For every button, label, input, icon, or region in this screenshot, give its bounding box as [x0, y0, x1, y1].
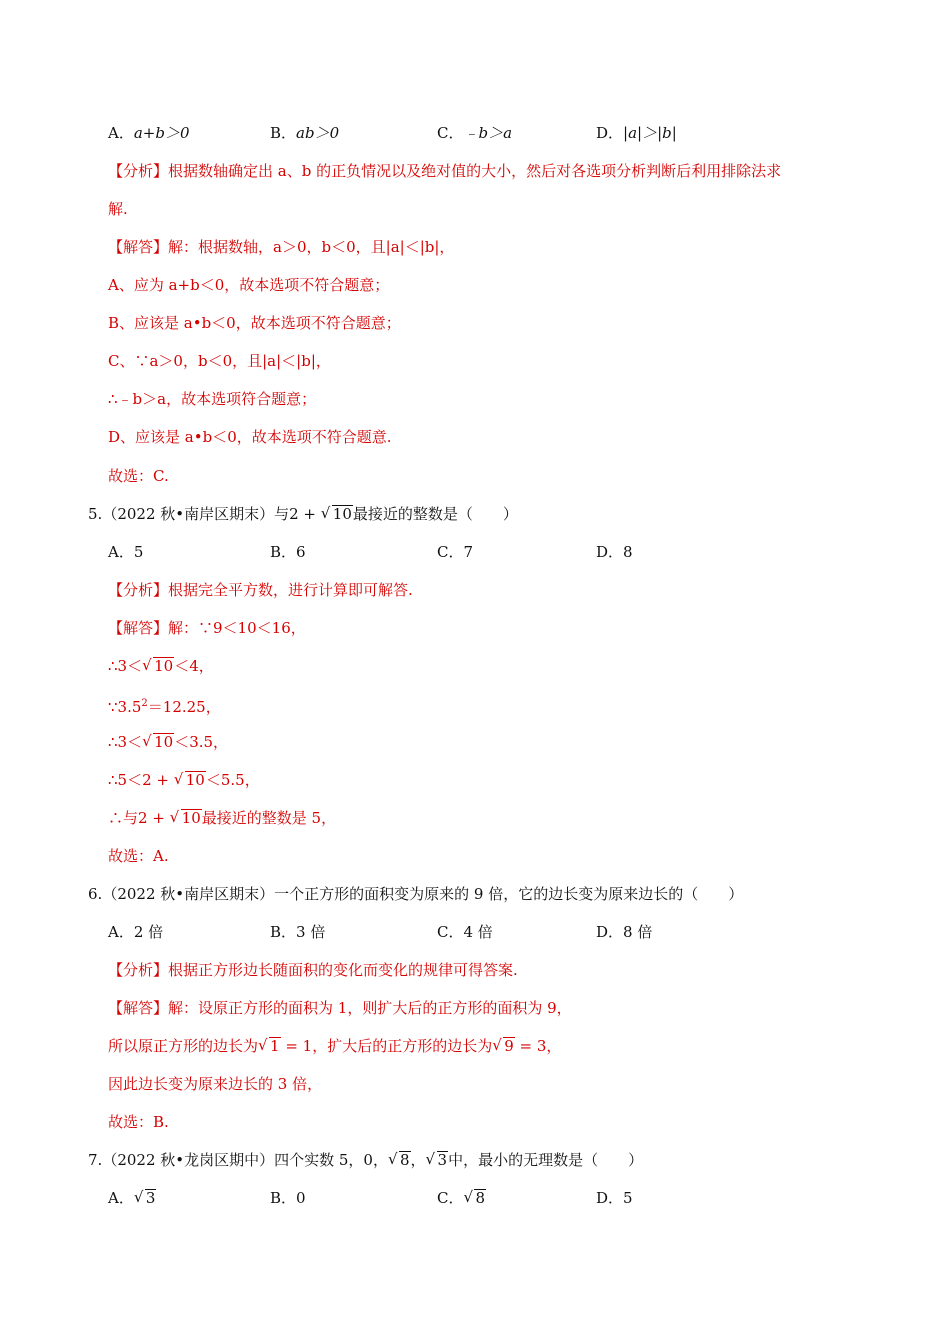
q4-answer: 【解答】解：根据数轴，a＞0，b＜0，且|a|＜|b|，	[108, 238, 455, 256]
question-number: 7.	[88, 1151, 103, 1169]
sqrt-expression: √ 10	[142, 732, 174, 752]
q6-option-d: D．8 倍	[596, 923, 653, 941]
q5-option-c: C．7	[437, 543, 474, 561]
q4-answer-line-a: A、应为 a+b＜0，故本选项不符合题意；	[108, 276, 390, 294]
question-source: （2022 秋•龙岗区期中）	[102, 1151, 275, 1169]
sqrt-expression: √ 10	[142, 656, 174, 676]
answer-tag: 【解答】	[108, 999, 169, 1017]
sqrt-expression: √ 10	[321, 504, 353, 524]
answer-tag: 【解答】	[108, 238, 169, 256]
q4-analysis: 【分析】根据数轴确定出 a、b 的正负情况以及绝对值的大小，然后对各选项分析判断后利用排除法求	[108, 162, 782, 180]
q4-choose: 故选：C.	[108, 467, 169, 485]
q7-option-b: B．0	[270, 1189, 306, 1207]
q4-option-d: D．|a|＞|b|	[596, 124, 677, 142]
question-source: （2022 秋•南岸区期末）	[102, 885, 275, 903]
sqrt-expression: √ 8	[388, 1150, 411, 1170]
sqrt-expression: √ 10	[174, 770, 206, 790]
question-source: （2022 秋•南岸区期末）	[102, 505, 275, 523]
q6-option-b: B．3 倍	[270, 923, 326, 941]
q5-option-b: B．6	[270, 543, 306, 561]
sqrt-expression: √ 8	[463, 1188, 486, 1208]
sqrt-expression: √ 3	[134, 1188, 157, 1208]
q4-option-a: A．a+b＞0	[108, 124, 190, 142]
q4-answer-line-d: D、应该是 a•b＜0，故本选项不符合题意.	[108, 428, 392, 446]
q4-option-b: B．ab＞0	[270, 124, 340, 142]
analysis-tag: 【分析】	[108, 162, 169, 180]
analysis-tag: 【分析】	[108, 961, 169, 979]
q5-stem: 5.（2022 秋•南岸区期末）与2 + √ 10最接近的整数是（ ）	[88, 504, 518, 524]
q6-option-c: C．4 倍	[437, 923, 493, 941]
q5-option-d: D．8	[596, 543, 633, 561]
question-number: 5.	[88, 505, 103, 523]
q5-answer-line-2: ∴3＜√ 10＜4，	[108, 656, 214, 676]
question-number: 6.	[88, 885, 103, 903]
q4-analysis-cont: 解.	[108, 200, 128, 218]
q5-answer-line-6: ∴与2 + √ 10最接近的整数是 5，	[108, 808, 336, 828]
q7-option-d: D．5	[596, 1189, 633, 1207]
sqrt-expression: √ 1	[258, 1036, 281, 1056]
q5-answer-line-5: ∴5＜2 + √ 10＜5.5，	[108, 770, 260, 790]
q5-option-a: A．5	[108, 543, 144, 561]
sqrt-expression: √ 10	[170, 808, 202, 828]
q5-choose: 故选：A.	[108, 847, 169, 865]
q6-analysis: 【分析】根据正方形边长随面积的变化而变化的规律可得答案.	[108, 961, 518, 979]
q4-answer-line-c: C、∵a＞0，b＜0，且|a|＜|b|，	[108, 352, 331, 370]
q5-answer-line-3: $\because 3.5^2=12.25$，	[108, 698, 221, 716]
q5-answer-line-4: ∴3＜√ 10＜3.5，	[108, 732, 228, 752]
q7-option-a: A．√ 3	[108, 1188, 156, 1208]
q6-answer-line-3: 因此边长变为原来边长的 3 倍，	[108, 1075, 323, 1093]
q6-choose: 故选：B.	[108, 1113, 169, 1131]
q5-answer: 【解答】解：∵9＜10＜16，	[108, 619, 306, 637]
q7-option-c: C．√ 8	[437, 1188, 486, 1208]
q6-option-a: A．2 倍	[108, 923, 164, 941]
q5-analysis: 【分析】根据完全平方数，进行计算即可解答.	[108, 581, 413, 599]
q4-option-c: C．﹣b＞a	[437, 124, 513, 142]
q4-answer-line-therefore: ∴﹣b＞a，故本选项符合题意；	[108, 390, 317, 408]
q6-answer-line-2: 所以原正方形的边长为√ 1 = 1，扩大后的正方形的边长为√ 9 = 3，	[108, 1036, 561, 1056]
sqrt-expression: √ 9	[492, 1036, 515, 1056]
q6-answer: 【解答】解：设原正方形的面积为 1，则扩大后的正方形的面积为 9，	[108, 999, 572, 1017]
answer-tag: 【解答】	[108, 619, 169, 637]
sqrt-expression: √ 3	[426, 1150, 449, 1170]
q4-answer-line-b: B、应该是 a•b＜0，故本选项不符合题意；	[108, 314, 401, 332]
q7-stem: 7.（2022 秋•龙岗区期中）四个实数 5，0，√ 8，√ 3中，最小的无理数是（ ）	[88, 1150, 643, 1170]
q6-stem: 6.（2022 秋•南岸区期末）一个正方形的面积变为原来的 9 倍，它的边长变为原来边长的（ ）	[88, 885, 744, 903]
analysis-tag: 【分析】	[108, 581, 169, 599]
